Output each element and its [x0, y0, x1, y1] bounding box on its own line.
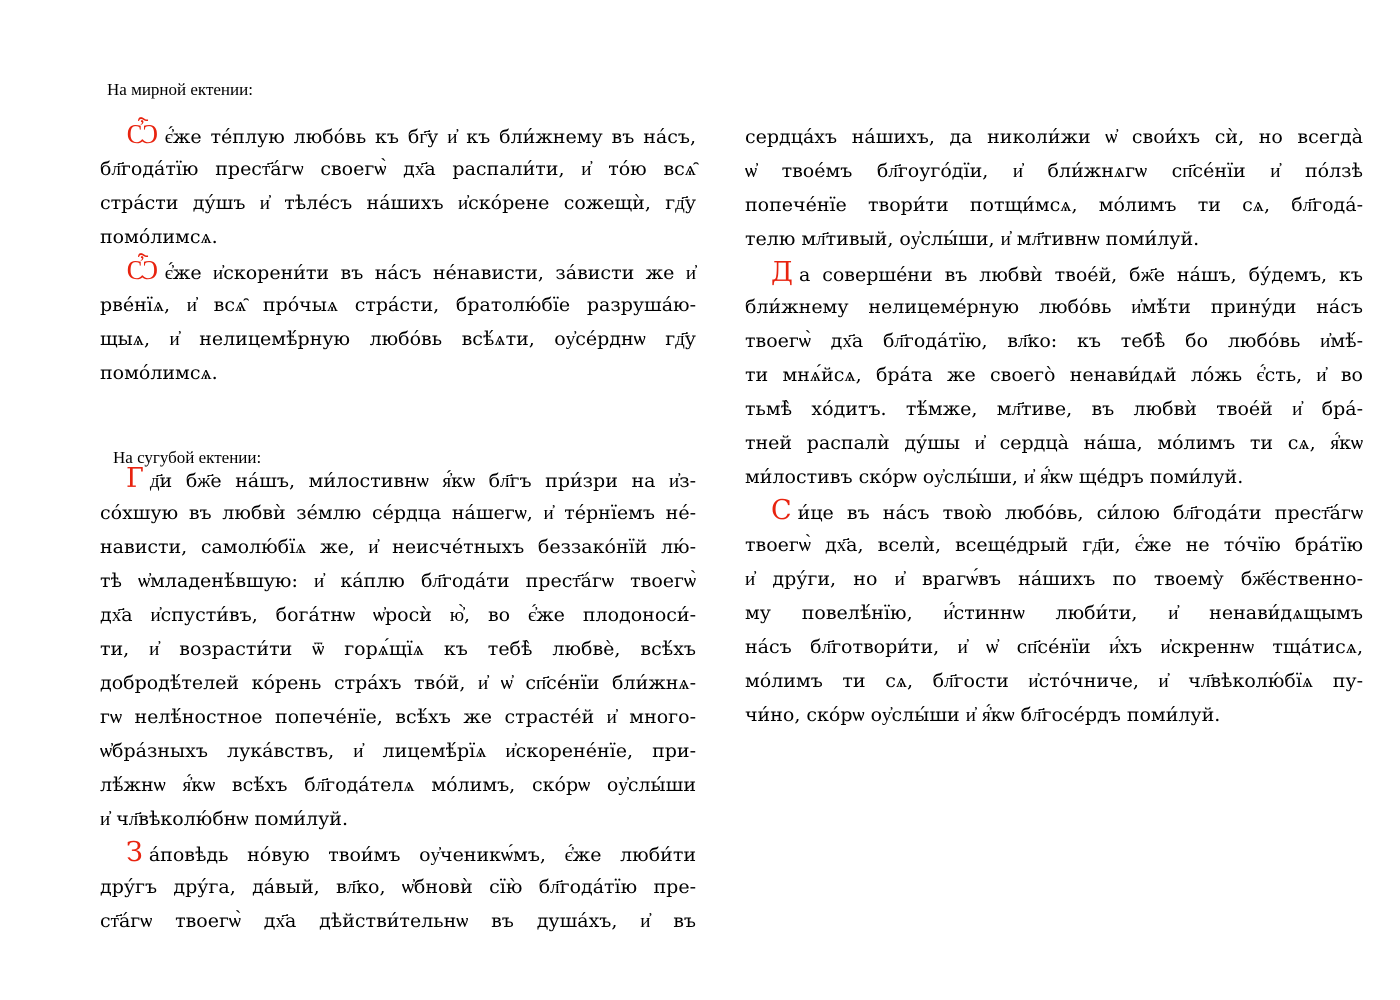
text-line: сердца́хъ на́шихъ, да николи́жи ѡ҆ свои́хъ сѝ, но всегда̀ [745, 126, 1363, 148]
text-line: твоегѡ̀ дх҃а, вселѝ, всеще́дрый гд҃и, є҆́же не то́чїю бра́тїю [745, 534, 1363, 556]
text-line: и҆ дру́ги, но и҆ врагѡ́въ на́шихъ по твоему̀ бж҃е́ственно- [745, 568, 1363, 590]
paragraph [745, 120, 1363, 256]
text-line: щыѧ, и҆ нелицемѣ́рную любо́вь всѣ́ѧти, оу҆се́рднѡ гд҃у [100, 328, 696, 350]
text-line: гѡ нелѣ́ностное попече́нїе, всѣ́хъ же страсте́й и҆ много- [100, 706, 696, 728]
left-text-column-block2 [100, 462, 696, 938]
text-line: рве́нїѧ, и҆ всѧ̑ про́чыѧ стра́сти, братолю́бїе разруша́ю- [100, 294, 696, 316]
text-line: помо́лимсѧ. [100, 226, 218, 248]
text-line: бл҃года́тїю прест҃а́гѡ своегѡ̀ дх҃а распали́ти, и҆ то́ю всѧ̑ [100, 158, 696, 180]
paragraph [745, 494, 1363, 732]
text-line: со́хшую въ любвѝ зе́млю се́рдца на́шегѡ, и҆ те́рнїемъ не́- [100, 502, 696, 524]
text-line: лѣ́жнѡ я҆́кѡ всѣ́хъ бл҃года́телѧ мо́лимъ, ско́рѡ оу҆слы́ши [100, 774, 696, 796]
text-line: ми́лостивъ ско́рѡ оу҆слы́ши, и҆ я҆́кѡ ще́дръ поми́луй. [745, 466, 1244, 488]
text-line: тѣ ѡ҆младенѣ́вшую: и҆ ка́плю бл҃года́ти прест҃а́гѡ твоегѡ̀ [100, 570, 696, 592]
drop-initial: С [771, 495, 792, 526]
paragraph [100, 462, 696, 836]
left-text-column-block1 [100, 118, 696, 390]
paragraph [100, 118, 696, 254]
right-text-column [745, 120, 1363, 732]
text-line: ст҃а́гѡ твоегѡ̀ дх҃а дѣйстви́тельнѡ въ душа́хъ, и҆ въ [100, 910, 696, 932]
text-line: Ѽ є҆́же те́плую любо́вь къ бг҃у и҆ къ бли́жнему въ на́съ, [126, 119, 696, 150]
text-line: чи́но, ско́рѡ оу҆слы́ши и҆ я҆́кѡ бл҃госе́рдъ поми́луй. [745, 704, 1221, 726]
text-line: Д а соверше́ни въ любвѝ твое́й, бж҃е на́шъ, бу́демъ, къ [771, 257, 1363, 288]
rubric-heading-peaceful-litany: На мирной ектении: [107, 80, 253, 99]
text-line: тьмѣ̀ хо́дитъ. тѣ́мже, мл҃тиве, въ любвѝ твое́й и҆ бра́- [745, 398, 1363, 420]
paragraph [100, 254, 696, 390]
text-line: дх҃а и҆спусти́въ, бога́тнѡ ѡ҆росѝ ю҆̀, во є҆́же плодоноси́- [100, 604, 696, 626]
drop-initial: Ѽ [126, 255, 159, 286]
text-line: Г д҃и бж҃е на́шъ, ми́лостивнѡ я҆́кѡ бл҃гъ при́зри на и҆з- [126, 463, 696, 494]
text-line: и҆ чл҃вѣколю́бнѡ поми́луй. [100, 808, 349, 830]
paragraph [745, 256, 1363, 494]
text-line: твоегѡ̀ дх҃а бл҃года́тїю, вл҃ко: къ тебѣ̀ бо любо́вь и҆мѣ́- [745, 330, 1363, 352]
text-line: добродѣ́телей ко́рень стра́хъ тво́й, и҆ ѡ҆ сп҃се́нїи бли́жнѧ- [100, 672, 696, 694]
drop-initial: Ѽ [126, 119, 159, 150]
text-line: бли́жнему нелицеме́рную любо́вь и҆мѣ́ти прину́ди на́съ [745, 296, 1363, 318]
text-line: С и́це въ на́съ твою̀ любо́вь, си́лою бл҃года́ти прест҃а́гѡ [771, 495, 1363, 526]
text-line: ѡ҆ твое́мъ бл҃гоуго́дїи, и҆ бли́жнѧгѡ сп҃се́нїи и҆ по́лзѣ [745, 160, 1363, 182]
paragraph [100, 836, 696, 938]
text-line: дру́гъ дру́га, да́вый, вл҃ко, ѡ҆бновѝ сїю̀ бл҃года́тїю пре- [100, 876, 696, 898]
drop-initial: З [126, 837, 143, 868]
text-line: стра́сти ду́шъ и҆ тѣле́съ на́шихъ и҆ско́рене сожещѝ, гд҃у [100, 192, 696, 214]
text-line: му повелѣ́нїю, и҆́стиннѡ люби́ти, и҆ ненави́дѧщымъ [745, 602, 1363, 624]
text-line: телю мл҃тивый, оу҆слы́ши, и҆ мл҃тивнѡ поми́луй. [745, 228, 1200, 250]
rubric-heading-augmented-litany: На сугубой ектении: [113, 448, 262, 467]
text-line: мо́лимъ ти сѧ, бл҃гости и҆сто́чниче, и҆ чл҃вѣколю́бїѧ пу- [745, 670, 1363, 692]
text-line: тней распалѝ ду́шы и҆ сердца̀ на́ша, мо́лимъ ти сѧ, я҆́кѡ [745, 432, 1363, 454]
text-line: ѡ҆бра́зныхъ лука́вствъ, и҆ лицемѣ́рїѧ и҆скорене́нїе, при- [100, 740, 696, 762]
text-line: З а́повѣдь но́вую твои́мъ оу҆ченикѡ́мъ, є҆́же люби́ти [126, 837, 696, 868]
text-line: нависти, самолю́бїѧ же, и҆ неисче́тныхъ беззако́нїй лю́- [100, 536, 696, 558]
text-line: помо́лимсѧ. [100, 362, 218, 384]
drop-initial: Д [771, 257, 793, 288]
text-line: ти, и҆ возрасти́ти ѿ горѧ́щїѧ къ тебѣ̀ любвѐ, всѣ́хъ [100, 638, 696, 660]
text-line: на́съ бл҃готвори́ти, и҆ ѡ҆ сп҃се́нїи и҆́хъ и҆скреннѡ тща́тисѧ, [745, 636, 1363, 658]
text-line: Ѽ є҆́же и҆скорени́ти въ на́съ не́нависти, за́висти же и҆ [126, 255, 696, 286]
drop-initial: Г [126, 463, 144, 494]
text-line: попече́нїе твори́ти потщи́мсѧ, мо́лимъ ти сѧ, бл҃года́- [745, 194, 1363, 216]
text-line: ти мнѧ́йсѧ, бра́та же своего̀ ненави́дѧй ло́жь є҆́сть, и҆ во [745, 364, 1363, 386]
